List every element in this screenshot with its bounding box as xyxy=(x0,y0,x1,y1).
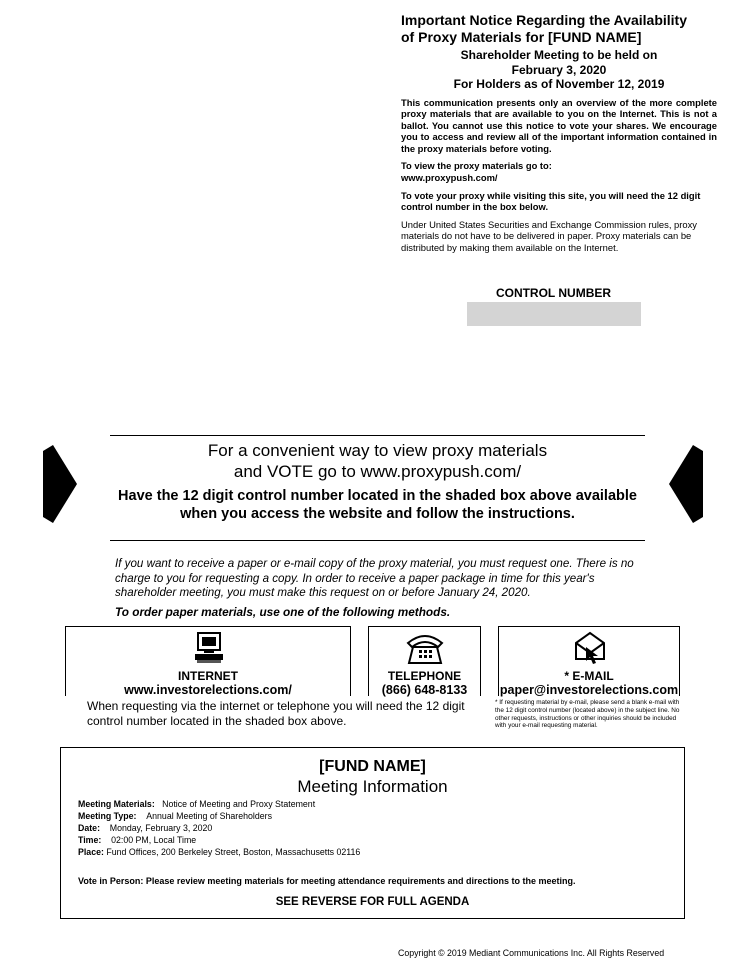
see-reverse-note: SEE REVERSE FOR FULL AGENDA xyxy=(275,896,470,908)
meeting-date-row xyxy=(78,823,212,835)
banner-subtext xyxy=(110,488,645,523)
meeting-type-value: Annual Meeting of Shareholders xyxy=(146,811,272,821)
control-number-box xyxy=(467,302,641,326)
email-address[interactable]: paper@investorelections.com xyxy=(499,683,679,697)
banner-bottom-rule xyxy=(110,540,645,541)
meeting-info-heading: Meeting Information xyxy=(297,777,448,796)
meeting-materials-row xyxy=(78,799,315,811)
paper-request-paragraph: If you want to receive a paper or e-mail copy of the proxy material, you must request one. There is no charge to you for requesting a copy. In order to receive a paper package in time for this year's shareholder meeting, you must make this request on or before January 24, 2020. xyxy=(115,557,634,600)
email-footnote: * If requesting material by e-mail, please send a blank e-mail with the 12 digit control number (located above) in the subject line. No other requests, instructions or other inquiries should be included with your e-mail requesting material. xyxy=(495,699,680,730)
order-methods-heading: To order paper materials, use one of the following methods. xyxy=(115,605,451,619)
sec-rules-paragraph: Under United States Securities and Exchange Commission rules, proxy materials do not have to be delivered in paper. Proxy materials can be distributed by making them available on the Internet. xyxy=(401,218,697,254)
banner-line2: and VOTE go to www.proxypush.com/ xyxy=(233,462,522,481)
internet-label: INTERNET xyxy=(178,669,238,683)
copyright-footer: Copyright © 2019 Mediant Communications Inc. All Rights Reserved xyxy=(398,948,665,958)
meeting-date-line2: February 3, 2020 xyxy=(511,62,607,77)
meeting-date-line1: Shareholder Meeting to be held on xyxy=(460,48,658,62)
email-label: * E-MAIL xyxy=(564,669,614,683)
vote-instructions: To vote your proxy while visiting this site, you will need the 12 digit control number in the box below. xyxy=(401,189,701,213)
telephone-icon xyxy=(405,631,445,665)
banner-top-rule xyxy=(110,435,645,436)
meeting-date-value: Monday, February 3, 2020 xyxy=(109,823,213,833)
banner-heading xyxy=(110,440,645,482)
telephone-label: TELEPHONE xyxy=(387,669,462,683)
view-materials-label: To view the proxy materials go to: xyxy=(401,160,552,172)
banner-sub-line2: when you access the website and follow the instructions. xyxy=(180,505,575,522)
overview-paragraph: This communication presents only an overview of the more complete proxy materials that are available to you on the Internet. This is not a ballot. You cannot use this notice to vote your shares. We encourage you to access and review all of the important information contained in the proxy materials before voting. xyxy=(401,96,717,154)
telephone-number[interactable]: (866) 648-8133 xyxy=(381,683,468,697)
vote-in-person-note: Vote in Person: Please review meeting materials for meeting attendance requirements and directions to the meeting. xyxy=(78,876,576,886)
meeting-materials-label: Meeting Materials: xyxy=(78,799,155,809)
control-number-label: CONTROL NUMBER xyxy=(495,286,612,300)
meeting-time-value: 02:00 PM, Local Time xyxy=(111,835,197,845)
fund-name-heading: [FUND NAME] xyxy=(319,758,426,775)
meeting-time-row xyxy=(78,835,196,847)
internet-method-box xyxy=(65,626,351,696)
holders-line: For Holders as of November 12, 2019 xyxy=(453,77,665,91)
meeting-type-label: Meeting Type: xyxy=(78,811,137,821)
arrow-right-icon xyxy=(43,445,77,523)
meeting-date-label: Date: xyxy=(78,823,100,833)
computer-icon xyxy=(193,631,225,665)
meeting-place-label: Place: xyxy=(78,847,104,857)
view-materials-url[interactable]: www.proxypush.com/ xyxy=(401,172,498,184)
notice-block xyxy=(401,12,717,254)
envelope-icon xyxy=(574,631,606,665)
notice-title-line1: Important Notice Regarding the Availability xyxy=(401,12,688,28)
telephone-method-box xyxy=(368,626,481,696)
banner-sub-line1: Have the 12 digit control number located in the shaded box above available xyxy=(118,488,637,504)
meeting-time-label: Time: xyxy=(78,835,102,845)
meeting-place-value: Fund Offices, 200 Berkeley Street, Boston, Massachusetts 02116 xyxy=(106,847,361,857)
meeting-place-row xyxy=(78,847,360,859)
meeting-materials-value: Notice of Meeting and Proxy Statement xyxy=(162,799,316,809)
banner-line1: For a convenient way to view proxy materials xyxy=(207,441,548,460)
request-note: When requesting via the internet or telephone you will need the 12 digit control number located in the shaded box above. xyxy=(87,699,465,728)
meeting-type-row xyxy=(78,811,272,823)
arrow-left-icon xyxy=(669,445,703,523)
internet-url[interactable]: www.investorelections.com/ xyxy=(124,683,292,697)
email-method-box xyxy=(498,626,680,696)
notice-title-line2: of Proxy Materials for [FUND NAME] xyxy=(401,29,642,45)
